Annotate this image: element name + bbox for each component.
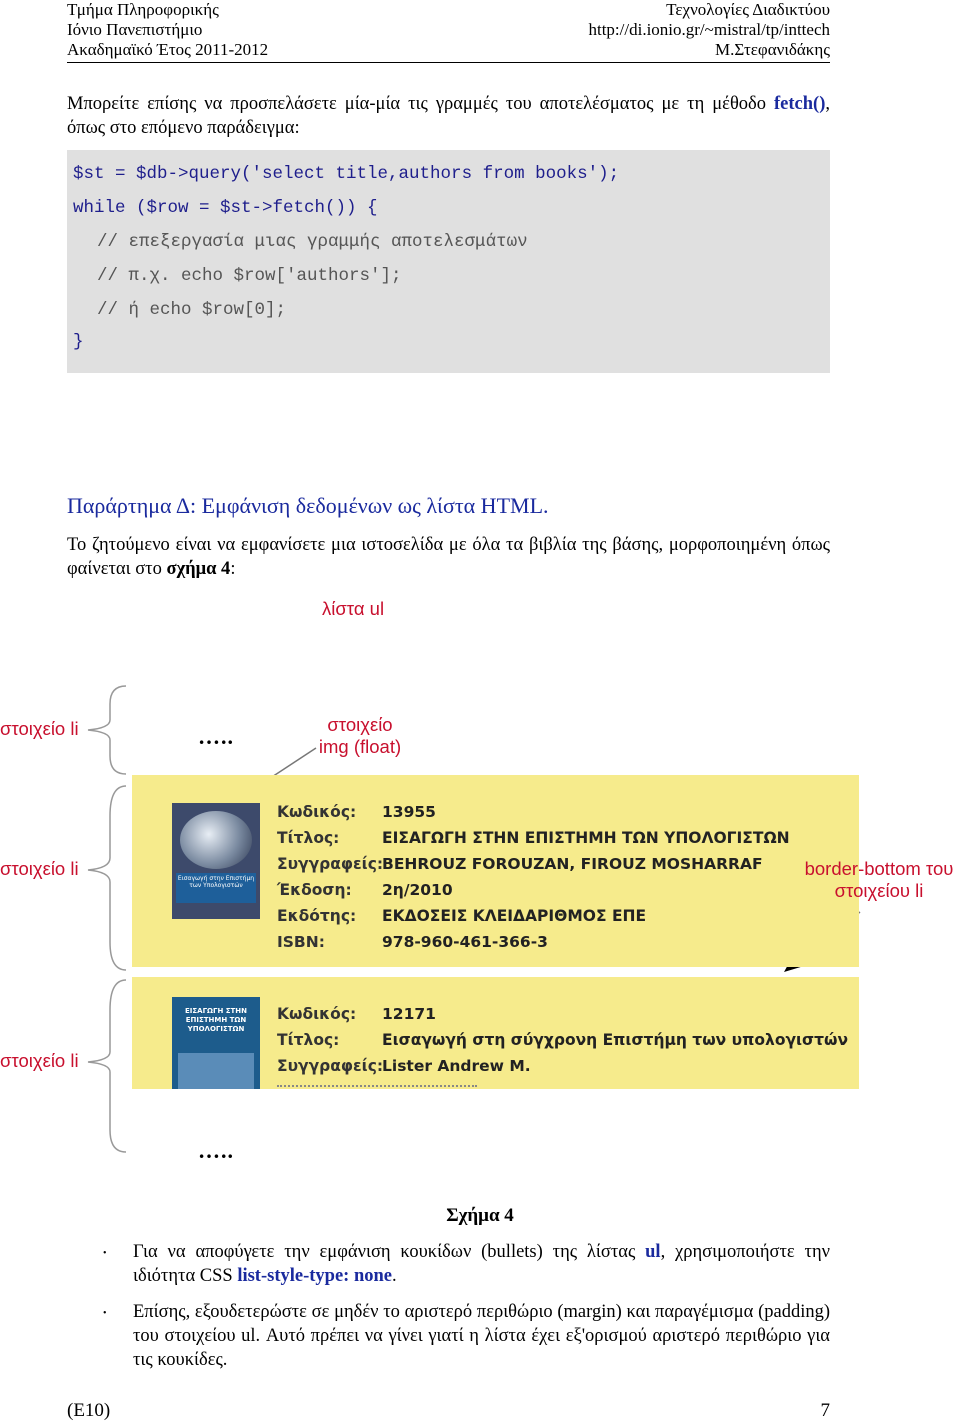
bullet-2: Επίσης, εξουδετερώστε σε μηδέν το αριστερό περιθώριο (margin) και παραγέμισμα (padding) του στοιχείου ul. Αυτό πρέπει να γίνει γιατί η λίστα έχει εξ'ορισμού αριστερό περιθώριο για τις κουκίδες. [133, 1302, 830, 1370]
cover-image-2 [178, 1053, 254, 1089]
book-field-label: Εκδότης: [277, 907, 357, 925]
book-field-label: Τίτλος: [277, 829, 340, 847]
code-block [67, 150, 830, 373]
li-label-3: στοιχείο li [0, 1050, 79, 1071]
card-cutoff [277, 1085, 477, 1089]
section-text-end: : [230, 559, 236, 579]
css-property: list-style-type: none [237, 1266, 392, 1286]
cd-image [180, 811, 252, 869]
figure-caption: Σχήμα 4 [446, 1205, 514, 1226]
book-field-label: Κωδικός: [277, 1005, 357, 1023]
intro-text-end: , όπως στο επόμενο παράδειγμα: [67, 94, 830, 138]
book-field-label: Έκδοση: [277, 881, 352, 899]
book-cover-1 [172, 803, 260, 919]
book-field-value: 978-960-461-366-3 [382, 933, 548, 951]
cover-title-2: ΕΙΣΑΓΩΓΗ ΣΤΗΝ ΕΠΙΣΤΗΜΗ ΤΩΝ ΥΠΟΛΟΓΙΣΤΩΝ [184, 1007, 248, 1033]
li-label-1: στοιχείο li [0, 718, 79, 739]
book-field-value: Εισαγωγή στη σύγχρονη Επιστήμη των υπολογιστών [382, 1031, 849, 1049]
fetch-method: fetch() [774, 94, 826, 114]
bullet-1: Για να αποφύγετε την εμφάνιση κουκίδων (bullets) της λίστας ul, χρησιμοποιήστε την ιδιότητα CSS list-style-type: none. [133, 1242, 830, 1286]
book-cover-2 [172, 997, 260, 1089]
intro-paragraph [67, 92, 830, 140]
cover-title-1: Εισαγωγή στην Επιστήμη των Υπολογιστών [176, 873, 256, 903]
book-field-label: Συγγραφείς: [277, 1057, 384, 1075]
book-field-label: Τίτλος: [277, 1031, 340, 1049]
border-label-line2: στοιχείου li [834, 880, 924, 901]
code-line-5: // ή echo $row[0]; [97, 300, 287, 320]
code-line-3: // επεξεργασία μιας γραμμής αποτελεσμάτων [97, 232, 528, 252]
section-paragraph [67, 533, 830, 581]
book-field-value: 13955 [382, 803, 436, 821]
img-float-label [310, 714, 410, 758]
header-university: Ιόνιο Πανεπιστήμιο [67, 20, 203, 39]
book-field-value: BEHROUZ FOROUZAN, FIROUZ MOSHARRAF [382, 855, 763, 873]
header-left [67, 0, 268, 60]
li-bracket-3 [88, 980, 126, 1152]
dots-bottom: ….. [198, 1138, 234, 1163]
code-line-4: // π.χ. echo $row['authors']; [97, 266, 402, 286]
bullet-1-dot: • [103, 1248, 107, 1259]
figure-ref: σχήμα 4 [166, 559, 231, 579]
li-bracket-1 [88, 686, 126, 774]
list-ul-label: λίστα ul [322, 598, 385, 619]
book-card-2 [132, 977, 859, 1089]
book-field-label: Συγγραφείς: [277, 855, 384, 873]
code-line-2: while ($row = $st->fetch()) { [73, 198, 378, 218]
header-year: Ακαδημαϊκό Έτος 2011-2012 [67, 40, 269, 59]
book-field-label: Κωδικός: [277, 803, 357, 821]
header-url: http://di.ionio.gr/~mistral/tp/inttech [588, 20, 830, 39]
header-divider [67, 62, 830, 63]
header-right [588, 0, 830, 60]
header-course: Τεχνολογίες Διαδικτύου [666, 0, 830, 19]
border-label-line1: border-bottom του [804, 858, 954, 879]
book-field-value: 12171 [382, 1005, 436, 1023]
book-field-value: 2η/2010 [382, 881, 453, 899]
book-field-label: ISBN: [277, 933, 325, 951]
book-card-1 [132, 775, 859, 967]
page-number: 7 [820, 1400, 830, 1421]
img-label-line1: στοιχείο [327, 714, 393, 735]
dots-top: ….. [198, 724, 234, 749]
section-heading: Παράρτημα Δ: Εμφάνιση δεδομένων ως λίστα HTML. [67, 493, 549, 518]
section-text: Το ζητούμενο είναι να εμφανίσετε μια ιστοσελίδα με όλα τα βιβλία της βάσης, μορφοποιημένη όπως φαίνεται στο [67, 535, 830, 579]
header-author: Μ.Στεφανιδάκης [714, 40, 830, 59]
border-bottom-label [798, 858, 960, 902]
book-field-value: ΕΚΔΟΣΕΙΣ ΚΛΕΙΔΑΡΙΘΜΟΣ ΕΠΕ [382, 907, 647, 925]
footer-code: (Ε10) [67, 1400, 111, 1421]
code-line-1: $st = $db->query('select title,authors from books'); [73, 164, 620, 184]
intro-text: Μπορείτε επίσης να προσπελάσετε μία-μία τις γραμμές του αποτελέσματος με τη μέθοδο [67, 94, 775, 114]
li-bracket-2 [88, 786, 126, 970]
bullet-2-dot: • [103, 1308, 107, 1319]
book-field-value: ΕΙΣΑΓΩΓΗ ΣΤΗΝ ΕΠΙΣΤΗΜΗ ΤΩΝ ΥΠΟΛΟΓΙΣΤΩΝ [382, 829, 790, 847]
header-department: Τμήμα Πληροφορικής [67, 0, 219, 19]
ul-keyword: ul [645, 1242, 661, 1262]
img-label-line2: img (float) [318, 736, 402, 757]
book-field-value: Lister Andrew M. [382, 1057, 531, 1075]
code-line-6: } [73, 332, 84, 352]
li-label-2: στοιχείο li [0, 858, 79, 879]
